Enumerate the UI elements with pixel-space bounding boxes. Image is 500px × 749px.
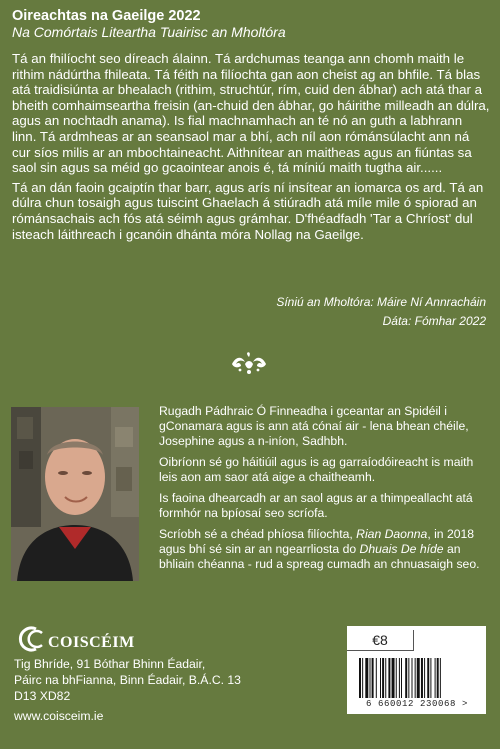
address-line: Tig Bhríde, 91 Bóthar Bhinn Éadair, [14, 657, 206, 671]
publication-subtitle: Na Comórtais Liteartha Tuairisc an Mholtóra [12, 24, 286, 40]
floral-ornament-icon [228, 350, 270, 376]
bio-paragraph: Rugadh Pádhraic Ó Finneadha i gceantar an Spidéil i gConamara agus is ann atá cónaí air - lena bhean chéile, Josephine agus a n-iníon, Sadhbh. [159, 404, 469, 448]
bio-text: , in 2018 agus bhí sé sin ar an ngearrliosta do [159, 527, 475, 556]
bio-paragraph [159, 527, 493, 572]
price-label: €8 [347, 630, 414, 651]
review-signature [276, 293, 486, 331]
bio-paragraph: Is faoina dhearcadh ar an saol agus ar a thimpeallacht atá formhór na bpíosaí seo scríofa. [159, 491, 473, 520]
barcode-box [347, 626, 486, 714]
award-name: Dhuais De híde [359, 542, 444, 556]
author-bio [159, 404, 493, 578]
bio-paragraph: Oibríonn sé go háitiúil agus is ag garraíodóireacht is maith leis aon am saor atá aige a chaitheamh. [159, 455, 474, 484]
publisher-address [14, 657, 241, 704]
bio-text: Scríobh sé a chéad phíosa filíochta, [159, 527, 357, 541]
publisher-website[interactable]: www.coisceim.ie [14, 709, 104, 723]
address-line: D13 XD82 [14, 688, 71, 703]
review-paragraph: Tá an fhilíocht seo díreach álainn. Tá ardchumas teanga ann chomh maith le rithim nádúrtha fhileata. Tá féith na filíochta gan aon cheist ag an bhfile. Tá blas atá traidisiúnta ar bhealach (rithim, struchtúr, rím, cuid den ábhar) ach atá thar a bheith comhaimseartha freisin (an-chuid den ábhar, go háirithe milleadh an dúlra, agus an nochtadh anama). Is fial machnamhach an té nó an guth a labhrann linn. Tá ardmheas ar an seansaol mar a bhí, ach níl aon rómánsúlacht ann ná cur síos milis ar an mbochtaineacht. Aithnítear an maitheas agus an fiúntas sa saol sin agus sa méid go gcaointear anois é, tá míniú maith tugtha air...... [12, 51, 490, 176]
barcode-number: 6 660012 230068 > [365, 699, 468, 709]
barcode-icon [359, 658, 477, 698]
book-title: Rian Daonna [356, 527, 428, 541]
publisher-name: COISCÉIM [48, 634, 135, 651]
review-paragraph: Tá an dán faoin gcaiptín thar barr, agus arís ní insítear an iomarca os ard. Tá an dúlra chun tosaigh agus tuiscint Ghaelach á stiúradh atá míle mile ó spiorad an rómánsachais ach fós atá séimh agus grámhar. D'fhéadfadh 'Tar a Chríost' dul isteach láithreach i gcanóin dhánta móra Nollag na Gaeilge. [12, 179, 484, 242]
bio-text: an bhliain chéanna - rud a spreag cumadh an chnuasaigh seo. [159, 542, 480, 571]
coisceim-logo-icon [14, 624, 48, 654]
review-date: Dáta: Fómhar 2022 [382, 314, 486, 328]
adjudicator-name: Síniú an Mholtóra: Máire Ní Annracháin [276, 295, 486, 309]
author-photo [11, 407, 139, 581]
address-line: Páirc na bhFianna, Binn Éadair, B.Á.C. 13 [14, 672, 241, 687]
publication-title: Oireachtas na Gaeilge 2022 [12, 8, 201, 24]
adjudicator-review [12, 51, 490, 246]
